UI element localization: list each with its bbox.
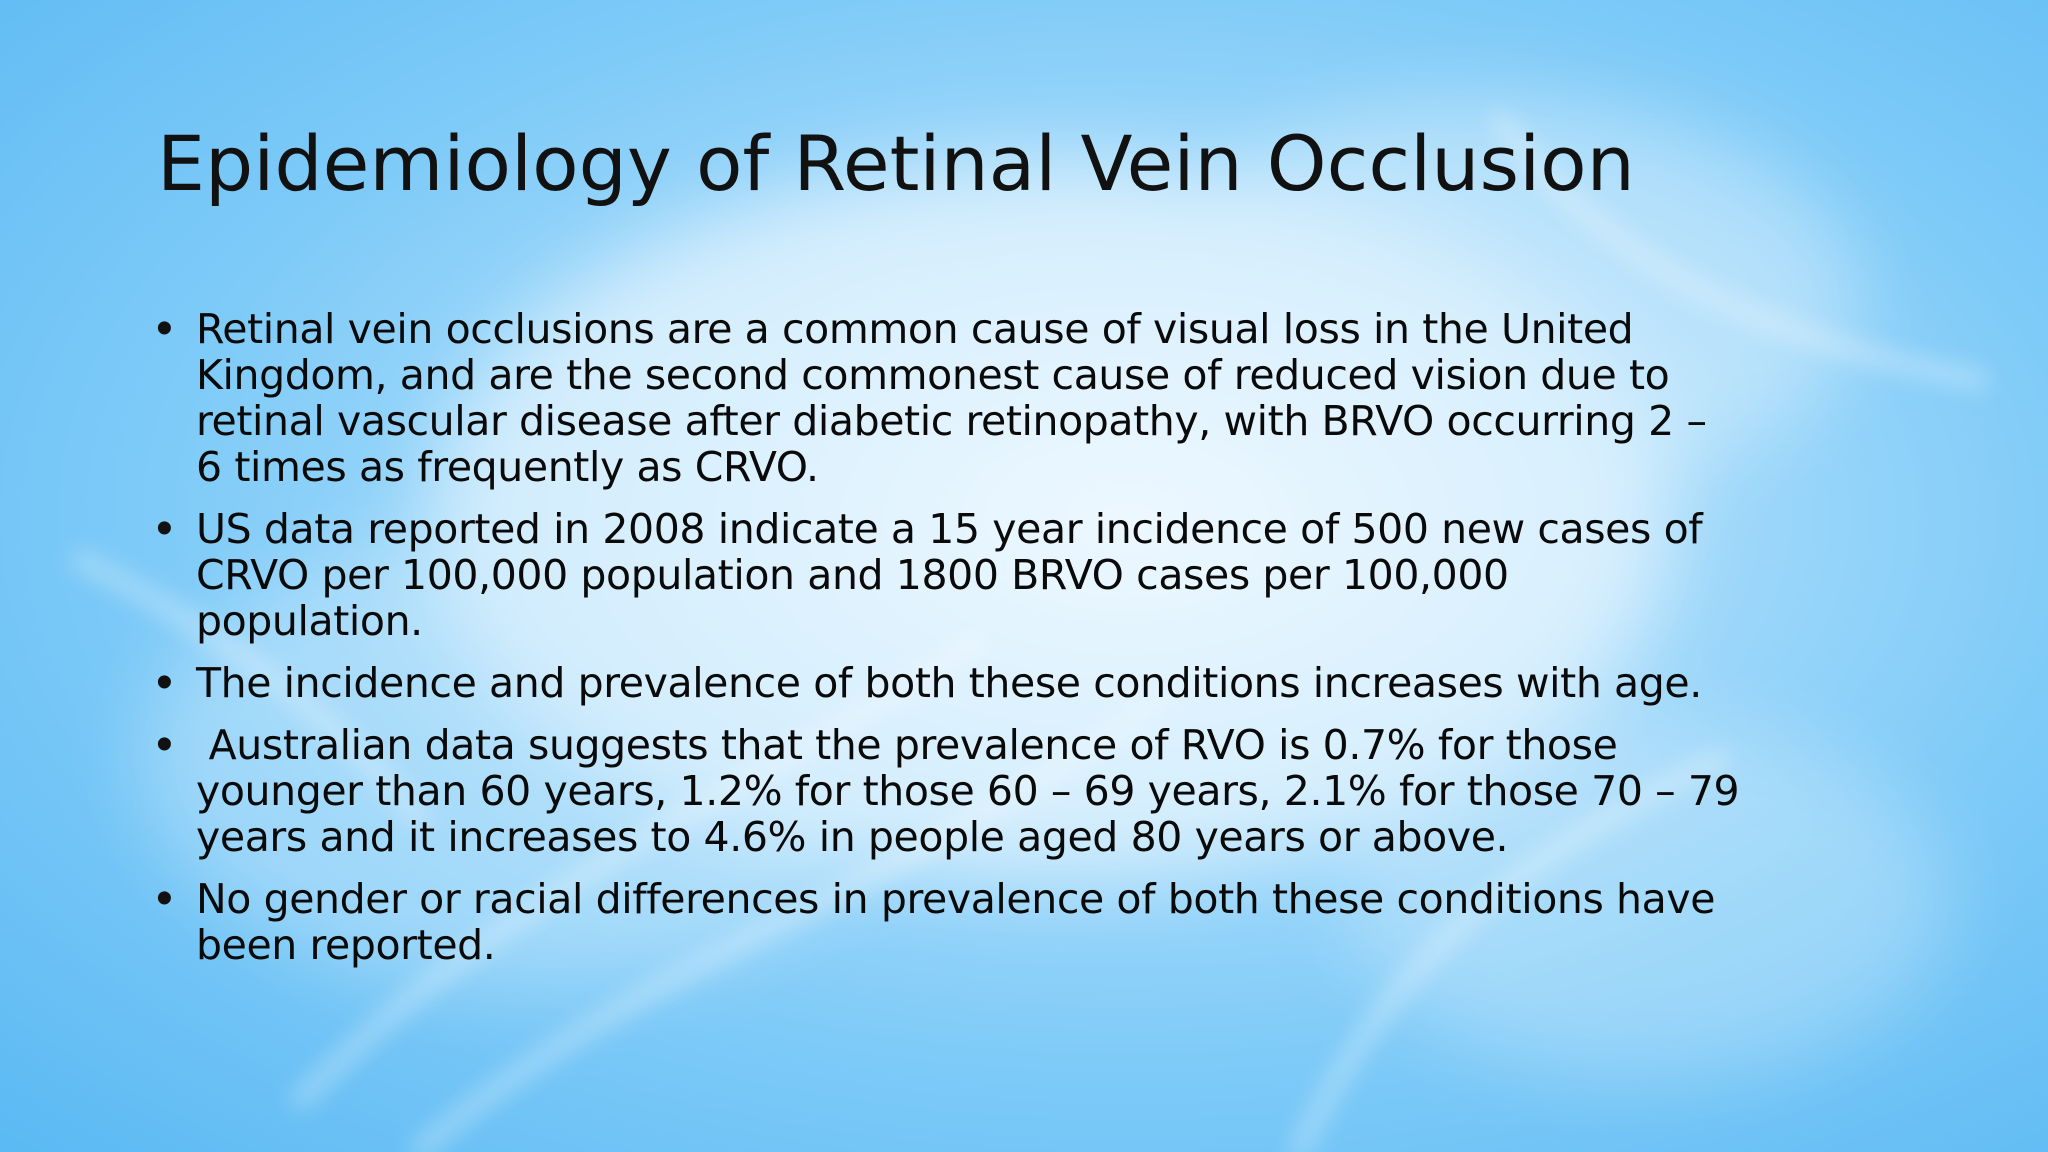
bullet-line: 6 times as frequently as CRVO. xyxy=(196,443,819,491)
bullet-line: No gender or racial differences in prevalence of both these conditions have xyxy=(196,875,1716,923)
bullet-item xyxy=(156,718,1896,861)
bullet-item xyxy=(156,656,1896,709)
bullet-line: The incidence and prevalence of both these conditions increases with age. xyxy=(196,659,1702,707)
bullet-line: population. xyxy=(196,597,423,645)
bullet-item xyxy=(156,502,1896,645)
bullet-line: Australian data suggests that the prevalence of RVO is 0.7% for those xyxy=(196,721,1618,769)
bullet-marker: • xyxy=(156,656,173,709)
bullet-list xyxy=(156,302,1896,984)
bullet-line: retinal vascular disease after diabetic retinopathy, with BRVO occurring 2 – xyxy=(196,397,1707,445)
bullet-line: US data reported in 2008 indicate a 15 year incidence of 500 new cases of xyxy=(196,505,1703,553)
bullet-line: years and it increases to 4.6% in people aged 80 years or above. xyxy=(196,813,1509,861)
slide-title: Epidemiology of Retinal Vein Occlusion xyxy=(157,119,1635,208)
bullet-marker: • xyxy=(156,718,173,771)
bullet-marker: • xyxy=(156,502,173,555)
bullet-line: been reported. xyxy=(196,921,496,969)
bullet-marker: • xyxy=(156,302,173,355)
bullet-marker: • xyxy=(156,872,173,925)
bullet-line: Retinal vein occlusions are a common cause of visual loss in the United xyxy=(196,305,1634,353)
bullet-line: CRVO per 100,000 population and 1800 BRVO cases per 100,000 xyxy=(196,551,1509,599)
bullet-item xyxy=(156,872,1896,969)
bullet-item xyxy=(156,302,1896,491)
bullet-line: Kingdom, and are the second commonest cause of reduced vision due to xyxy=(196,351,1670,399)
bullet-line: younger than 60 years, 1.2% for those 60 – 69 years, 2.1% for those 70 – 79 xyxy=(196,767,1740,815)
